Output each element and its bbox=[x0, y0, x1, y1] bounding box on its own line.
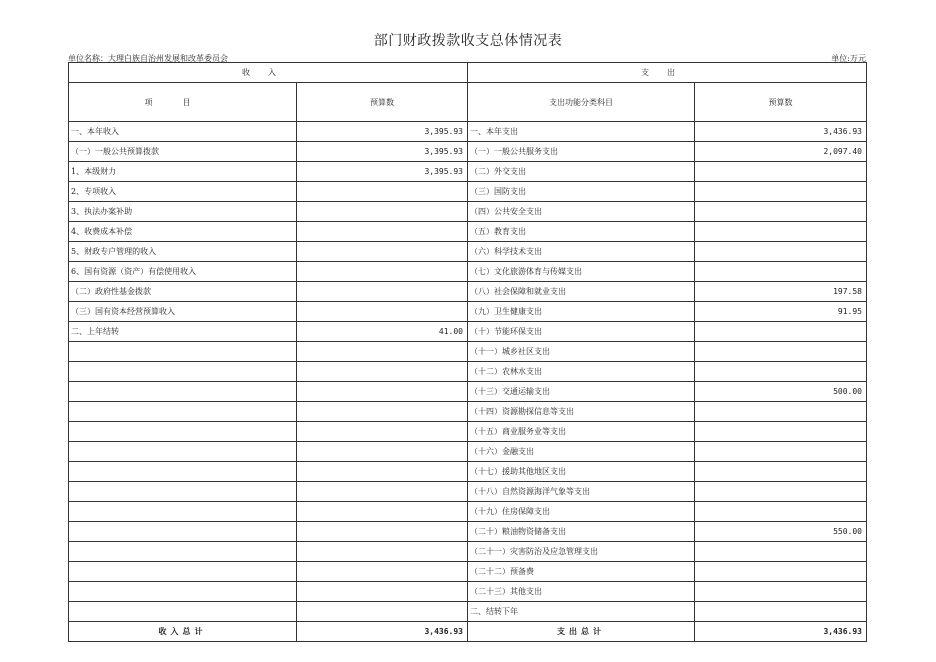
table-row bbox=[69, 422, 867, 442]
total-row bbox=[69, 622, 867, 642]
expense-value-cell bbox=[695, 462, 867, 482]
table-row bbox=[69, 202, 867, 222]
expense-item-cell: 一、本年支出 bbox=[468, 122, 695, 142]
expense-item-cell: 二、结转下年 bbox=[468, 602, 695, 622]
income-item-cell: 2、专项收入 bbox=[69, 182, 297, 202]
expense-section-header: 支出 bbox=[468, 63, 867, 83]
income-item-cell bbox=[69, 442, 297, 462]
table-row bbox=[69, 382, 867, 402]
expense-item-cell: （三）国防支出 bbox=[468, 182, 695, 202]
expense-value-cell bbox=[695, 402, 867, 422]
expense-total-value: 3,436.93 bbox=[695, 622, 867, 642]
expense-item-cell: （一）一般公共服务支出 bbox=[468, 142, 695, 162]
expense-value-cell bbox=[695, 242, 867, 262]
income-value-cell bbox=[297, 422, 468, 442]
table-row bbox=[69, 302, 867, 322]
table-row bbox=[69, 122, 867, 142]
expense-value-cell bbox=[695, 502, 867, 522]
expense-value-cell bbox=[695, 222, 867, 242]
expense-item-cell: （二十二）预备费 bbox=[468, 562, 695, 582]
income-item-cell bbox=[69, 422, 297, 442]
table-row bbox=[69, 242, 867, 262]
table-row bbox=[69, 602, 867, 622]
income-value-cell bbox=[297, 562, 468, 582]
table-row bbox=[69, 482, 867, 502]
expense-item-cell: （九）卫生健康支出 bbox=[468, 302, 695, 322]
budget-header: 预算数 bbox=[297, 83, 468, 122]
expense-value-cell bbox=[695, 322, 867, 342]
income-value-cell bbox=[297, 522, 468, 542]
expense-value-cell bbox=[695, 442, 867, 462]
table-row bbox=[69, 162, 867, 182]
table-row bbox=[69, 322, 867, 342]
budget-table bbox=[68, 62, 867, 642]
income-value-cell bbox=[297, 262, 468, 282]
expense-item-cell: （十）节能环保支出 bbox=[468, 322, 695, 342]
income-item-cell bbox=[69, 462, 297, 482]
expense-total-label: 支出总计 bbox=[468, 622, 695, 642]
income-value-cell: 3,395.93 bbox=[297, 142, 468, 162]
expense-item-cell: （十三）交通运输支出 bbox=[468, 382, 695, 402]
table-row bbox=[69, 562, 867, 582]
income-item-cell bbox=[69, 502, 297, 522]
income-item-cell: （一）一般公共预算拨款 bbox=[69, 142, 297, 162]
expense-item-cell: （十七）援助其他地区支出 bbox=[468, 462, 695, 482]
unit-label: 单位:万元 bbox=[831, 54, 866, 63]
income-item-cell: 1、本级财力 bbox=[69, 162, 297, 182]
table-row bbox=[69, 362, 867, 382]
expense-item-cell: （十四）资源勘探信息等支出 bbox=[468, 402, 695, 422]
table-row bbox=[69, 442, 867, 462]
income-value-cell bbox=[297, 222, 468, 242]
income-total-value: 3,436.93 bbox=[297, 622, 468, 642]
income-item-cell: 6、国有资源（资产）有偿使用收入 bbox=[69, 262, 297, 282]
expense-item-cell: （十八）自然资源海洋气象等支出 bbox=[468, 482, 695, 502]
expense-item-cell: （二十三）其他支出 bbox=[468, 582, 695, 602]
income-item-cell: 4、收费成本补偿 bbox=[69, 222, 297, 242]
expense-value-cell: 197.58 bbox=[695, 282, 867, 302]
income-value-cell bbox=[297, 182, 468, 202]
table-row bbox=[69, 522, 867, 542]
expense-category-header: 支出功能分类科目 bbox=[468, 83, 695, 122]
income-item-cell bbox=[69, 402, 297, 422]
expense-value-cell bbox=[695, 262, 867, 282]
column-header-row bbox=[69, 83, 867, 122]
income-value-cell: 41.00 bbox=[297, 322, 468, 342]
expense-value-cell: 3,436.93 bbox=[695, 122, 867, 142]
income-value-cell bbox=[297, 202, 468, 222]
expense-value-cell bbox=[695, 562, 867, 582]
table-row bbox=[69, 222, 867, 242]
income-value-cell bbox=[297, 582, 468, 602]
expense-budget-header: 预算数 bbox=[695, 83, 867, 122]
income-item-cell bbox=[69, 582, 297, 602]
expense-item-cell: （十九）住房保障支出 bbox=[468, 502, 695, 522]
expense-value-cell bbox=[695, 602, 867, 622]
income-value-cell bbox=[297, 442, 468, 462]
expense-item-cell: （十二）农林水支出 bbox=[468, 362, 695, 382]
expense-item-cell: （六）科学技术支出 bbox=[468, 242, 695, 262]
income-item-cell bbox=[69, 362, 297, 382]
income-value-cell bbox=[297, 602, 468, 622]
income-item-cell: 二、上年结转 bbox=[69, 322, 297, 342]
income-item-cell: （二）政府性基金拨款 bbox=[69, 282, 297, 302]
expense-value-cell bbox=[695, 482, 867, 502]
expense-value-cell bbox=[695, 362, 867, 382]
table-row bbox=[69, 262, 867, 282]
income-item-cell: （三）国有资本经营预算收入 bbox=[69, 302, 297, 322]
expense-value-cell bbox=[695, 162, 867, 182]
table-row bbox=[69, 402, 867, 422]
table-row bbox=[69, 542, 867, 562]
income-value-cell: 3,395.93 bbox=[297, 122, 468, 142]
expense-item-cell: （四）公共安全支出 bbox=[468, 202, 695, 222]
income-section-header: 收入 bbox=[69, 63, 468, 83]
income-value-cell bbox=[297, 402, 468, 422]
income-total-label: 收入总计 bbox=[69, 622, 297, 642]
expense-item-cell: （十一）城乡社区支出 bbox=[468, 342, 695, 362]
expense-value-cell bbox=[695, 582, 867, 602]
income-value-cell bbox=[297, 502, 468, 522]
income-item-cell bbox=[69, 382, 297, 402]
table-row bbox=[69, 182, 867, 202]
income-value-cell: 3,395.93 bbox=[297, 162, 468, 182]
income-item-cell bbox=[69, 482, 297, 502]
expense-value-cell bbox=[695, 422, 867, 442]
income-value-cell bbox=[297, 302, 468, 322]
expense-item-cell: （八）社会保障和就业支出 bbox=[468, 282, 695, 302]
income-value-cell bbox=[297, 462, 468, 482]
expense-value-cell: 500.00 bbox=[695, 382, 867, 402]
income-value-cell bbox=[297, 362, 468, 382]
income-item-cell: 5、财政专户管理的收入 bbox=[69, 242, 297, 262]
income-item-cell bbox=[69, 542, 297, 562]
table-row bbox=[69, 502, 867, 522]
item-header: 项目 bbox=[69, 83, 297, 122]
expense-item-cell: （十五）商业服务业等支出 bbox=[468, 422, 695, 442]
expense-value-cell: 550.00 bbox=[695, 522, 867, 542]
expense-item-cell: （二十）粮油物资储备支出 bbox=[468, 522, 695, 542]
expense-item-cell: （十六）金融支出 bbox=[468, 442, 695, 462]
table-row bbox=[69, 462, 867, 482]
expense-value-cell bbox=[695, 182, 867, 202]
expense-item-cell: （二十一）灾害防治及应急管理支出 bbox=[468, 542, 695, 562]
expense-item-cell: （五）教育支出 bbox=[468, 222, 695, 242]
income-item-cell bbox=[69, 562, 297, 582]
page-title: 部门财政拨款收支总体情况表 bbox=[373, 33, 563, 49]
expense-value-cell bbox=[695, 542, 867, 562]
expense-item-cell: （七）文化旅游体育与传媒支出 bbox=[468, 262, 695, 282]
income-value-cell bbox=[297, 382, 468, 402]
expense-value-cell: 2,097.40 bbox=[695, 142, 867, 162]
table-row bbox=[69, 342, 867, 362]
unit-name: 单位名称：大理白族自治州发展和改革委员会 bbox=[68, 54, 228, 63]
income-item-cell bbox=[69, 602, 297, 622]
table-row bbox=[69, 142, 867, 162]
table-row bbox=[69, 282, 867, 302]
income-value-cell bbox=[297, 282, 468, 302]
income-value-cell bbox=[297, 542, 468, 562]
expense-value-cell bbox=[695, 342, 867, 362]
expense-item-cell: （二）外交支出 bbox=[468, 162, 695, 182]
expense-value-cell: 91.95 bbox=[695, 302, 867, 322]
income-value-cell bbox=[297, 342, 468, 362]
income-value-cell bbox=[297, 242, 468, 262]
table-row bbox=[69, 582, 867, 602]
income-item-cell bbox=[69, 342, 297, 362]
income-value-cell bbox=[297, 482, 468, 502]
income-item-cell: 一、本年收入 bbox=[69, 122, 297, 142]
income-item-cell bbox=[69, 522, 297, 542]
expense-value-cell bbox=[695, 202, 867, 222]
income-item-cell: 3、执法办案补助 bbox=[69, 202, 297, 222]
section-header-row bbox=[69, 63, 867, 83]
